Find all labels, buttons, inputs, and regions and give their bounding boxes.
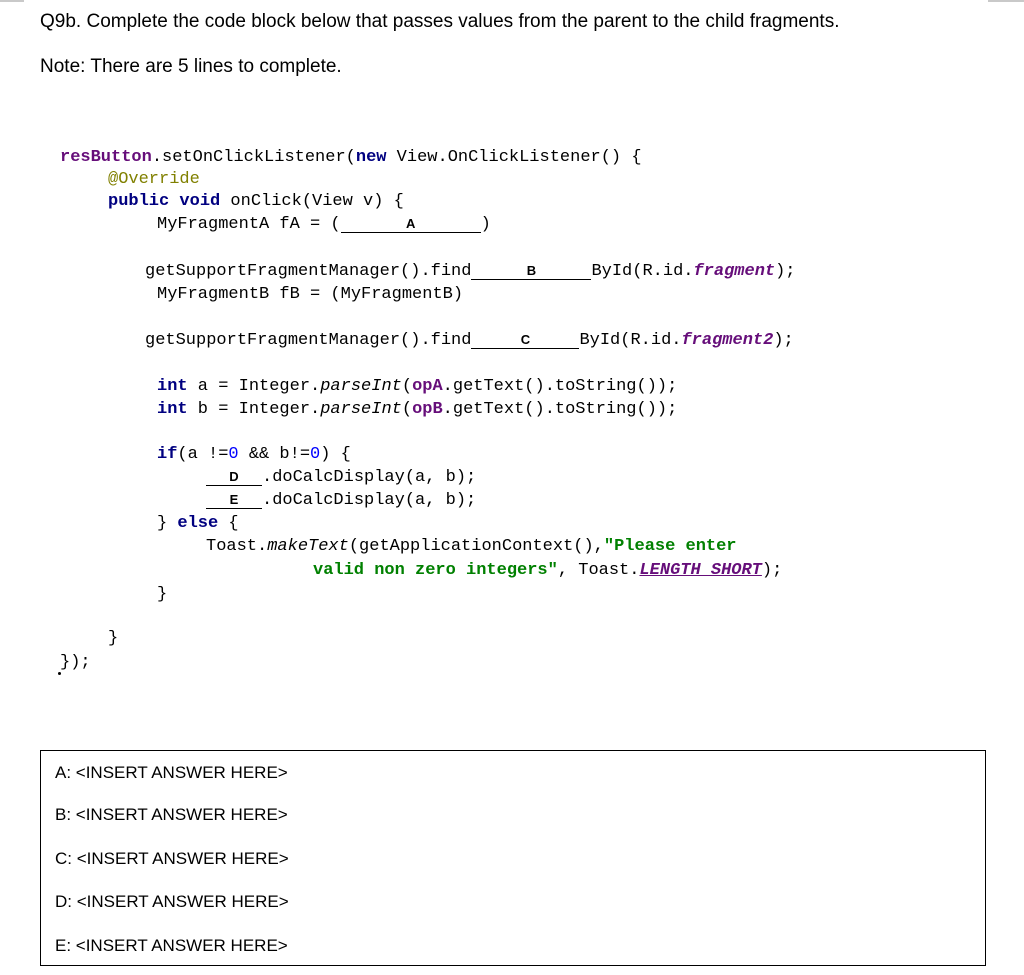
answer-c[interactable]: C: <INSERT ANSWER HERE> — [55, 849, 289, 868]
blank-c: C — [471, 332, 579, 349]
blank-a: A — [341, 216, 481, 233]
question-note: Note: There are 5 lines to complete. — [40, 56, 342, 77]
code-line-16: } — [157, 585, 168, 604]
code-line-11: D .doCalcDisplay(a, b); — [206, 467, 476, 489]
code-line-1: resButton.setOnClickListener(new View.OnClickListener() { — [60, 148, 642, 167]
code-line-7: getSupportFragmentManager().find C ById(R.id.fragment2); — [145, 331, 794, 350]
code-line-3: public void onClick(View v) { — [108, 192, 404, 211]
code-line-8: int a = Integer.parseInt(opA.getText().toString()); — [157, 377, 678, 396]
code-line-5: getSupportFragmentManager().find B ById(R.id.fragment); — [145, 262, 796, 281]
code-line-6: MyFragmentB fB = (MyFragmentB) — [157, 285, 464, 304]
question-title: Q9b. Complete the code block below that passes values from the parent to the child fragments. — [40, 11, 840, 32]
code-line-2: @Override — [108, 170, 200, 189]
answer-a[interactable]: A: <INSERT ANSWER HERE> — [55, 763, 288, 782]
page-corner-left — [0, 0, 24, 2]
code-line-14: Toast.makeText(getApplicationContext(),"Please enter — [206, 537, 737, 556]
code-line-10: if(a !=0 && b!=0) { — [157, 445, 351, 464]
code-line-13: } else { — [157, 514, 239, 533]
blank-b: B — [471, 263, 591, 280]
code-line-15: valid non zero integers", Toast.LENGTH_SHORT); — [313, 561, 783, 580]
page-corner-right — [988, 0, 1024, 2]
answer-b[interactable]: B: <INSERT ANSWER HERE> — [55, 805, 288, 824]
answer-box[interactable] — [40, 750, 986, 966]
code-line-9: int b = Integer.parseInt(opB.getText().toString()); — [157, 400, 678, 419]
code-line-4: MyFragmentA fA = ( A ) — [157, 215, 491, 234]
blank-d: D — [206, 469, 262, 486]
answer-d[interactable]: D: <INSERT ANSWER HERE> — [55, 892, 289, 911]
blank-e: E — [206, 492, 262, 509]
code-line-17: } — [108, 629, 119, 648]
stray-dot — [58, 672, 61, 675]
code-line-12: E .doCalcDisplay(a, b); — [206, 490, 476, 512]
code-line-18: }); — [60, 653, 91, 672]
answer-e[interactable]: E: <INSERT ANSWER HERE> — [55, 936, 288, 955]
